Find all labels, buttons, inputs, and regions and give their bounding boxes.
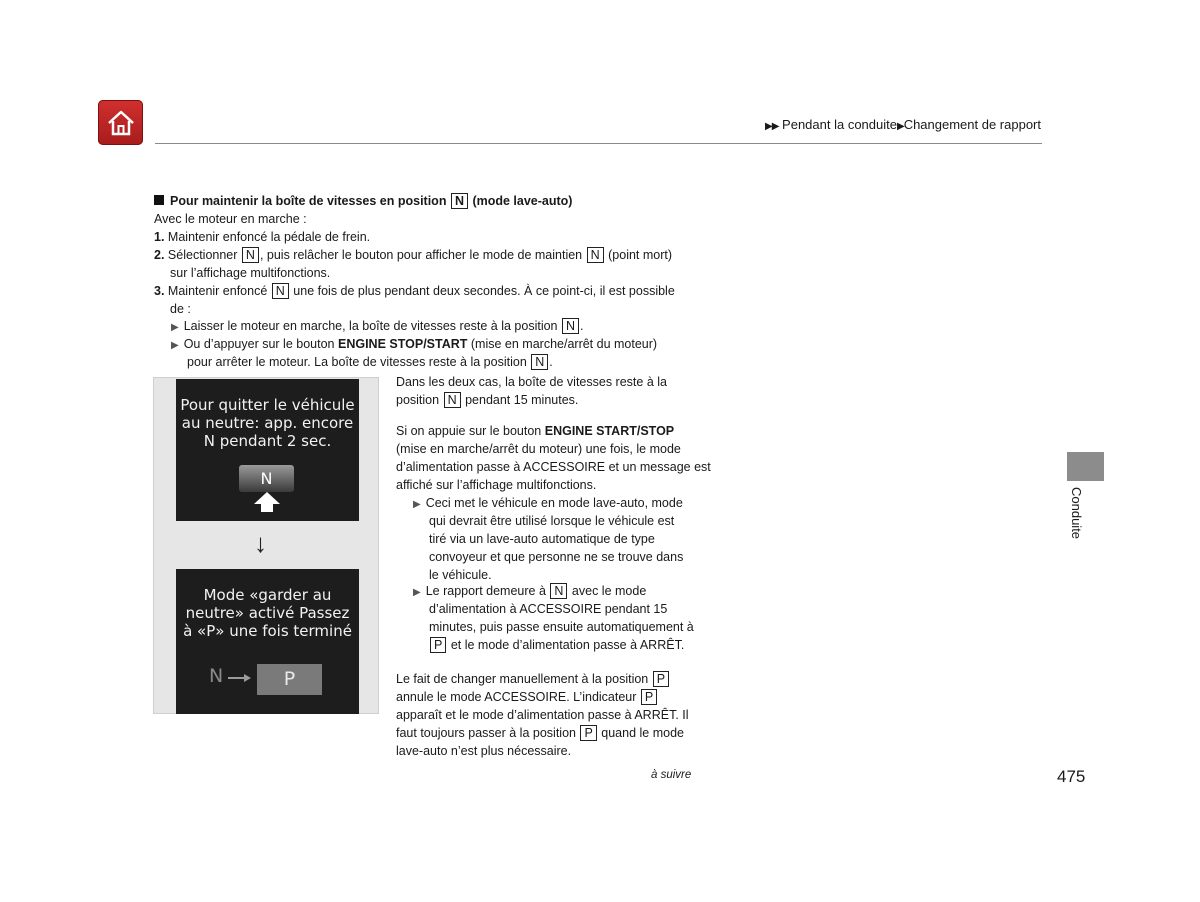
display-figure [153, 377, 379, 714]
para-3-line-2: annule le mode ACCESSOIRE. L’indicateur P [396, 688, 658, 706]
bullet-1-line-5: le véhicule. [429, 568, 492, 582]
home-icon [106, 109, 136, 137]
bullet-triangle-icon: ▶ [171, 340, 179, 351]
n-button-symbol: N [562, 318, 579, 334]
n-button-symbol: N [451, 193, 468, 209]
p-button-symbol: P [641, 689, 657, 705]
p-button-symbol: P [580, 725, 596, 741]
para-1-line-2: position N pendant 15 minutes. [396, 393, 579, 407]
p-button-symbol: P [430, 637, 446, 653]
para-1-line-1: Dans les deux cas, la boîte de vitesses reste à la [396, 375, 667, 389]
para-2-line-4: affiché sur l’affichage multifonctions. [396, 478, 597, 492]
home-button[interactable] [98, 100, 143, 145]
header-divider [155, 143, 1042, 144]
step-2: 2. Sélectionner N , puis relâcher le bouton pour afficher le mode de maintien N (point mort) [154, 248, 673, 262]
bullet-1-line-4: convoyeur et que personne ne se trouve dans [429, 550, 684, 564]
n-button-symbol: N [272, 283, 289, 299]
n-button-symbol: N [550, 583, 567, 599]
para-2-line-1: Si on appuie sur le bouton ENGINE START/STOP [396, 424, 675, 438]
bullet-1-line-3: tiré via un lave-auto automatique de type [429, 532, 655, 546]
breadcrumb [765, 117, 1041, 132]
breadcrumb-arrow-icon: ▶ [896, 121, 904, 132]
para-2-line-2: (mise en marche/arrêt du moteur) une fois, le mode [396, 442, 681, 456]
bullet-2-line-1: ▶ Le rapport demeure à N avec le mode [413, 584, 647, 598]
para-2-line-3: d’alimentation passe à ACCESSOIRE et un message est [396, 460, 711, 474]
sub-bullet-2: ▶ Ou d’appuyer sur le bouton ENGINE STOP/START (mise en marche/arrêt du moteur) [171, 337, 658, 351]
para-3-line-4: faut toujours passer à la position P quand le mode [396, 726, 684, 740]
bullet-2-line-2: d’alimentation à ACCESSOIRE pendant 15 [429, 602, 668, 616]
p-button-symbol: P [653, 671, 669, 687]
bullet-triangle-icon: ▶ [171, 322, 179, 333]
bullet-1-line-2: qui devrait être utilisé lorsque le véhicule est [429, 514, 675, 528]
press-arrow-icon [253, 491, 281, 513]
n-button-symbol: N [242, 247, 259, 263]
step-1: 1. Maintenir enfoncé la pédale de frein. [154, 230, 371, 244]
n-button-symbol: N [444, 392, 461, 408]
section-title: Pour maintenir la boîte de vitesses en position N (mode lave-auto) [154, 192, 694, 210]
step-3: 3. Maintenir enfoncé N une fois de plus pendant deux secondes. À ce point-ci, il est possible [154, 284, 675, 298]
breadcrumb-item[interactable]: Pendant la conduite [782, 117, 897, 132]
n-key-graphic: N [239, 465, 294, 492]
bullet-1-line-1: ▶ Ceci met le véhicule en mode lave-auto, mode [413, 496, 683, 510]
para-3-line-1: Le fait de changer manuellement à la position P [396, 670, 670, 688]
bullet-2-line-3: minutes, puis passe ensuite automatiquement à [429, 620, 694, 634]
continue-note: à suivre [651, 769, 692, 781]
sub-bullet-2-cont: pour arrêter le moteur. La boîte de vitesses reste à la position N . [187, 355, 553, 369]
breadcrumb-arrow-icon: ▶▶ [765, 121, 779, 132]
right-arrow-icon [228, 673, 252, 683]
chapter-tab-label[interactable]: Conduite [1069, 487, 1084, 540]
intro-text: Avec le moteur en marche : [154, 212, 307, 226]
display-screen-2: Mode «garder au neutre» activé Passez à «P» une fois terminé N P [176, 569, 359, 714]
n-button-symbol: N [531, 354, 548, 370]
page-number: 475 [1057, 767, 1086, 786]
bullet-2-line-4: P et le mode d’alimentation passe à ARRÊT. [429, 636, 684, 654]
p-indicator: P [257, 664, 322, 695]
step-3-cont: de : [170, 302, 191, 316]
para-3-line-3: apparaît et le mode d’alimentation passe à ARRÊT. Il [396, 708, 689, 722]
section-square-icon [154, 195, 164, 205]
sub-bullet-1: ▶ Laisser le moteur en marche, la boîte de vitesses reste à la position N . [171, 319, 584, 333]
n-indicator: N [209, 665, 224, 687]
chapter-tab-marker[interactable] [1067, 452, 1104, 481]
para-3-line-5: lave-auto n’est plus nécessaire. [396, 744, 572, 758]
bullet-triangle-icon: ▶ [413, 499, 421, 510]
display-screen-1: Pour quitter le véhicule au neutre: app. encore N pendant 2 sec. N [176, 379, 359, 521]
bullet-triangle-icon: ▶ [413, 587, 421, 598]
n-button-symbol: N [587, 247, 604, 263]
breadcrumb-item[interactable]: Changement de rapport [903, 117, 1041, 132]
step-2-cont: sur l’affichage multifonctions. [170, 266, 331, 280]
down-arrow-icon: ↓ [254, 528, 267, 558]
